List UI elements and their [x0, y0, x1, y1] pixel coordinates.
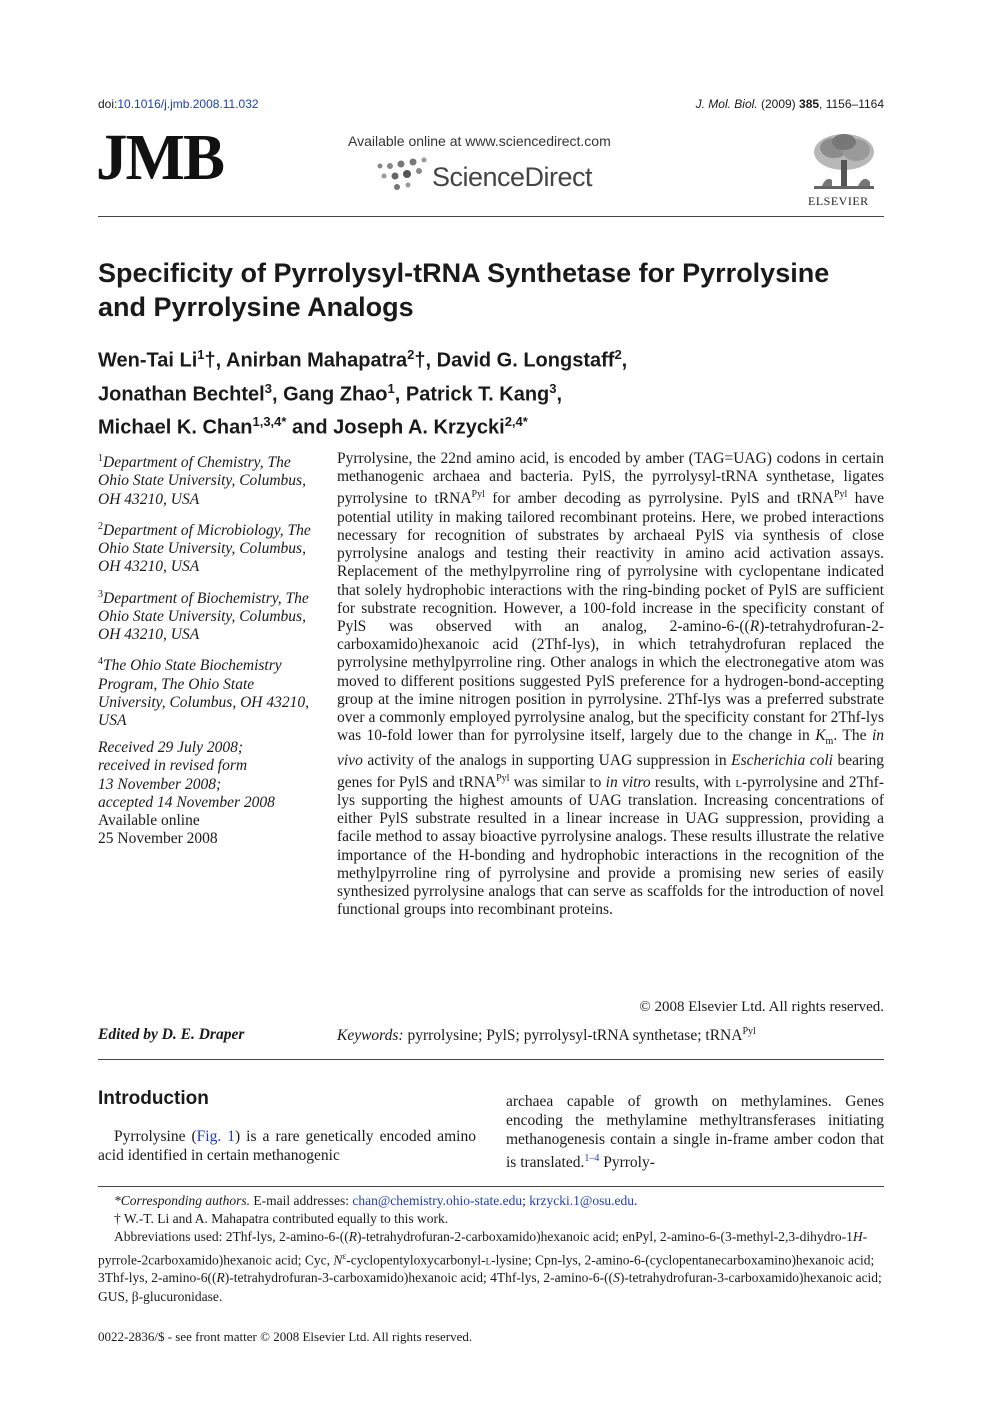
- km-symbol: K: [815, 727, 826, 745]
- stereo-r: R: [216, 1270, 225, 1286]
- footnote-divider: [98, 1186, 884, 1187]
- affiliation: [98, 450, 318, 509]
- affiliations-column: [98, 450, 318, 848]
- footnote-text: -lysine; Cpn-lys, 2-amino-6-(cyclopentanecarboxamino)hexanoic acid; 3Thf-lys, 2-amino-6((: [98, 1252, 875, 1286]
- figure-link[interactable]: Fig. 1: [196, 1128, 235, 1145]
- author-name: Gang Zhao: [283, 383, 388, 406]
- author-list: [98, 341, 884, 442]
- corresponding-label: *Corresponding authors.: [114, 1193, 251, 1208]
- in-vitro-term: in vitro: [605, 773, 651, 791]
- journal-citation: [696, 97, 884, 111]
- affiliation: [98, 653, 318, 730]
- author-affiliation-sup: 1,3,4*: [252, 414, 287, 430]
- author-affiliation-sup: 2: [614, 347, 622, 362]
- available-online-date: 25 November 2008: [98, 830, 218, 848]
- front-matter-line: 0022-2836/$ - see front matter © 2008 Elsevier Ltd. All rights reserved.: [98, 1329, 473, 1344]
- trna-superscript: Pyl: [471, 489, 485, 501]
- author-separator: ,: [425, 349, 437, 372]
- intro-left-column: [98, 1127, 476, 1165]
- affiliation-number: 3: [98, 588, 103, 600]
- stereo-r: R: [348, 1229, 357, 1245]
- sciencedirect-wordmark: ScienceDirect: [432, 162, 593, 192]
- abstract-text: for amber decoding as pyrrolysine. PylS and tRNA: [484, 490, 834, 508]
- km-subscript: m: [825, 736, 834, 748]
- abstract-text: -pyrrolysine and 2Thf-lys supporting the highest amounts of UAG translation. Increasing concentrations of either PylS substrate resulted in a linear increase in UAG suppression, providing a facile method to assay bioactive pyrrolysine analogs. These results illustrate the relative importance of the H-bonding and hydrophobic interactions in the recognition of the methylpyrroline ring of pyrrolysine and provide a promising new series of easily synthesized pyrrolysine analogs that can serve as scaffolds for the introduction of novel functional groups into recombinant proteins.: [337, 773, 884, 919]
- abstract-text: results, with: [650, 773, 736, 791]
- keywords-superscript: Pyl: [742, 1026, 756, 1037]
- doi-prefix: doi:: [98, 97, 118, 111]
- journal-volume: 385: [799, 97, 820, 111]
- footnote-text: Abbreviations used: 2Thf-lys, 2-amino-6-((: [114, 1229, 349, 1245]
- author-affiliation-sup: 3: [264, 380, 272, 396]
- intro-text: ) is a rare genetically encoded amino acid identified in certain methanogenic: [98, 1128, 476, 1164]
- l-prefix: l: [735, 773, 743, 791]
- email-link[interactable]: krzycki.1@osu.edu: [529, 1193, 634, 1208]
- epsilon-superscript: ε: [342, 1250, 347, 1261]
- affiliation-number: 4: [98, 656, 103, 668]
- copyright: © 2008 Elsevier Ltd. All rights reserved.: [639, 999, 884, 1015]
- intro-right-column: [506, 1092, 884, 1172]
- jmb-logo: JMB: [96, 120, 223, 194]
- trna-superscript: Pyl: [833, 489, 848, 501]
- journal-name: J. Mol. Biol.: [695, 97, 758, 111]
- available-online-text: Available online at www.sciencedirect.com: [348, 133, 611, 149]
- section-heading: Introduction: [98, 1088, 209, 1109]
- author-name: Patrick T. Kang: [405, 383, 550, 406]
- received-date: Received 29 July 2008;: [98, 739, 244, 757]
- sciencedirect-dots-icon: [374, 156, 432, 194]
- author-separator: ,: [556, 383, 563, 406]
- author-affiliation-sup: 3: [549, 380, 557, 396]
- author-separator: ,: [271, 383, 284, 406]
- author-name: Michael K. Chan: [98, 416, 253, 439]
- affiliation-number: 1: [98, 453, 103, 464]
- article-history: [98, 739, 318, 848]
- footnote-text: )-tetrahydrofuran-2-carboxamido)hexanoic acid; enPyl, 2-amino-6-(3-methyl-2,3-dihydro-1: [356, 1229, 853, 1245]
- author-separator: ,: [621, 349, 628, 372]
- author-mark: †: [204, 349, 216, 372]
- abstract: [337, 450, 884, 919]
- author-affiliation-sup: 1: [197, 347, 205, 362]
- accepted-date: accepted 14 November 2008: [98, 793, 275, 811]
- journal-year: (2009): [760, 97, 796, 111]
- intro-text: Pyrroly-: [599, 1154, 655, 1172]
- hydrogen-symbol: H: [852, 1229, 863, 1245]
- author-name: Anirban Mahapatra: [226, 349, 408, 372]
- stereo-s: S: [613, 1270, 620, 1286]
- affiliation: [98, 518, 318, 577]
- intro-text: Pyrrolysine (: [114, 1128, 197, 1145]
- abstract-text: )-tetrahydrofuran-2-carboxamido)hexanoic acid (2Thf-lys), in which tetrahydrofuran replaced the pyrrolysine methylpyrroline ring. Other analogs in which the electronegative atom was moved to different positions suggested PylS preference for a hydrogen-bond-accepting group at the imine nitrogen position in pyrrolysine. 2Thf-lys was a preferred substrate over a commonly employed pyrrolysine analog, but the specificity constant for 2Thf-lys was 10-fold lower than for pyrrolysine itself, largely due to the change in: [337, 617, 884, 745]
- footnote-text: )-tetrahydrofuran-3-carboxamido)hexanoic acid; GUS, β-glucuronidase.: [98, 1270, 882, 1304]
- footnote-text: -cyclopentyloxycarbonyl-: [346, 1252, 486, 1268]
- revised-label: received in revised form: [98, 757, 248, 775]
- keywords-list: pyrrolysine; PylS; pyrrolysyl-tRNA synthetase; tRNA: [403, 1027, 743, 1045]
- header-divider: [98, 216, 884, 217]
- journal-pages: , 1156–1164: [819, 97, 884, 111]
- author-affiliation-sup: 2,4*: [504, 414, 528, 430]
- footnotes: [98, 1192, 884, 1306]
- abstract-text: activity of the analogs in supporting UAG suppression in: [362, 751, 732, 769]
- abbreviations-note: [98, 1228, 884, 1305]
- keywords-label: Keywords:: [337, 1027, 404, 1045]
- l-prefix: l: [485, 1252, 492, 1268]
- author-separator: and: [286, 416, 334, 439]
- doi: [98, 97, 259, 111]
- article-title: Specificity of Pyrrolysyl-tRNA Synthetase for Pyrrolysine and Pyrrolysine Analogs: [98, 258, 830, 322]
- equal-contribution-note: † W.-T. Li and A. Mahapatra contributed equally to this work.: [114, 1211, 449, 1227]
- affiliation: [98, 586, 318, 645]
- reference-link[interactable]: 1–4: [584, 1153, 600, 1164]
- revised-date: 13 November 2008;: [98, 775, 222, 793]
- footnote-text: -pyrrole-2carboxamido)hexanoic acid; Cyc,: [98, 1229, 868, 1268]
- footnote-text: ;: [522, 1193, 530, 1208]
- affiliation-text: Department of Microbiology, The Ohio State University, Columbus, OH 43210, USA: [98, 521, 311, 576]
- edited-by: Edited by D. E. Draper: [98, 1026, 245, 1043]
- nitrogen-symbol: N: [333, 1252, 343, 1268]
- affiliation-text: Department of Biochemistry, The Ohio State University, Columbus, OH 43210, USA: [98, 589, 309, 644]
- author-affiliation-sup: 1: [387, 380, 395, 396]
- abstract-text: was similar to: [509, 773, 606, 791]
- keywords-divider: [98, 1059, 884, 1060]
- affiliation-text: Department of Chemistry, The Ohio State University, Columbus, OH 43210, USA: [98, 454, 306, 508]
- footnote-text: E-mail addresses:: [250, 1193, 353, 1208]
- stereo-r: R: [749, 617, 760, 635]
- in-vivo-term: in vivo: [337, 727, 884, 769]
- author-affiliation-sup: 2: [407, 347, 415, 362]
- elsevier-wordmark: ELSEVIER: [808, 194, 869, 208]
- author-mark: †: [414, 349, 426, 372]
- author-separator: ,: [394, 383, 406, 406]
- abstract-text: have potential utility in making tailored recombinant proteins. Here, we probed interactions necessary for recognition of substrates by archaeal PylS via synthesis of close pyrrolysine analogs and testing their reactivity in amino acid activation assays. Replacement of the methylpyrroline ring of pyrrolysine with cyclopentane indicated that solely hydrophobic interactions with the ring-binding pocket of PylS are sufficient for substrate recognition. However, a 100-fold increase in the specificity constant of PylS was observed with an analog, 2-amino-6-((: [337, 490, 884, 635]
- author-name: Jonathan Bechtel: [98, 383, 265, 406]
- affiliation-number: 2: [98, 520, 103, 532]
- email-link[interactable]: chan@chemistry.ohio-state.edu: [352, 1193, 523, 1208]
- abstract-text: . The: [833, 727, 872, 745]
- abstract-text: Pyrrolysine, the 22nd amino acid, is encoded by amber (TAG=UAG) codons in certain methanogenic archaea and bacteria. PylS, the pyrrolysyl-tRNA synthetase, ligates pyrrolysine to tRNA: [337, 450, 884, 508]
- author-separator: ,: [215, 349, 226, 372]
- keywords: [337, 1026, 756, 1045]
- trna-superscript: Pyl: [496, 772, 510, 784]
- author-name: David G. Longstaff: [436, 349, 615, 372]
- available-online-label: Available online: [98, 812, 200, 830]
- author-name: Wen-Tai Li: [98, 349, 198, 372]
- affiliation-text: The Ohio State Biochemistry Program, The Ohio State University, Columbus, OH 43210, USA: [98, 657, 309, 730]
- doi-link[interactable]: 10.1016/j.jmb.2008.11.032: [117, 97, 259, 111]
- footnote-text: .: [633, 1193, 638, 1208]
- author-name: Joseph A. Krzycki: [333, 416, 505, 439]
- species-name: Escherichia coli: [731, 751, 833, 769]
- footnote-text: )-tetrahydrofuran-3-carboxamido)hexanoic acid; 4Thf-lys, 2-amino-6-((: [224, 1270, 614, 1286]
- abstract-text: bearing genes for PylS and tRNA: [337, 751, 885, 791]
- corresponding-authors: [98, 1192, 884, 1210]
- intro-text: archaea capable of growth on methylamines. Genes encoding the methylamine methyltransferases initiating methanogenesis contain a single in-frame amber codon that is translated.: [506, 1093, 884, 1172]
